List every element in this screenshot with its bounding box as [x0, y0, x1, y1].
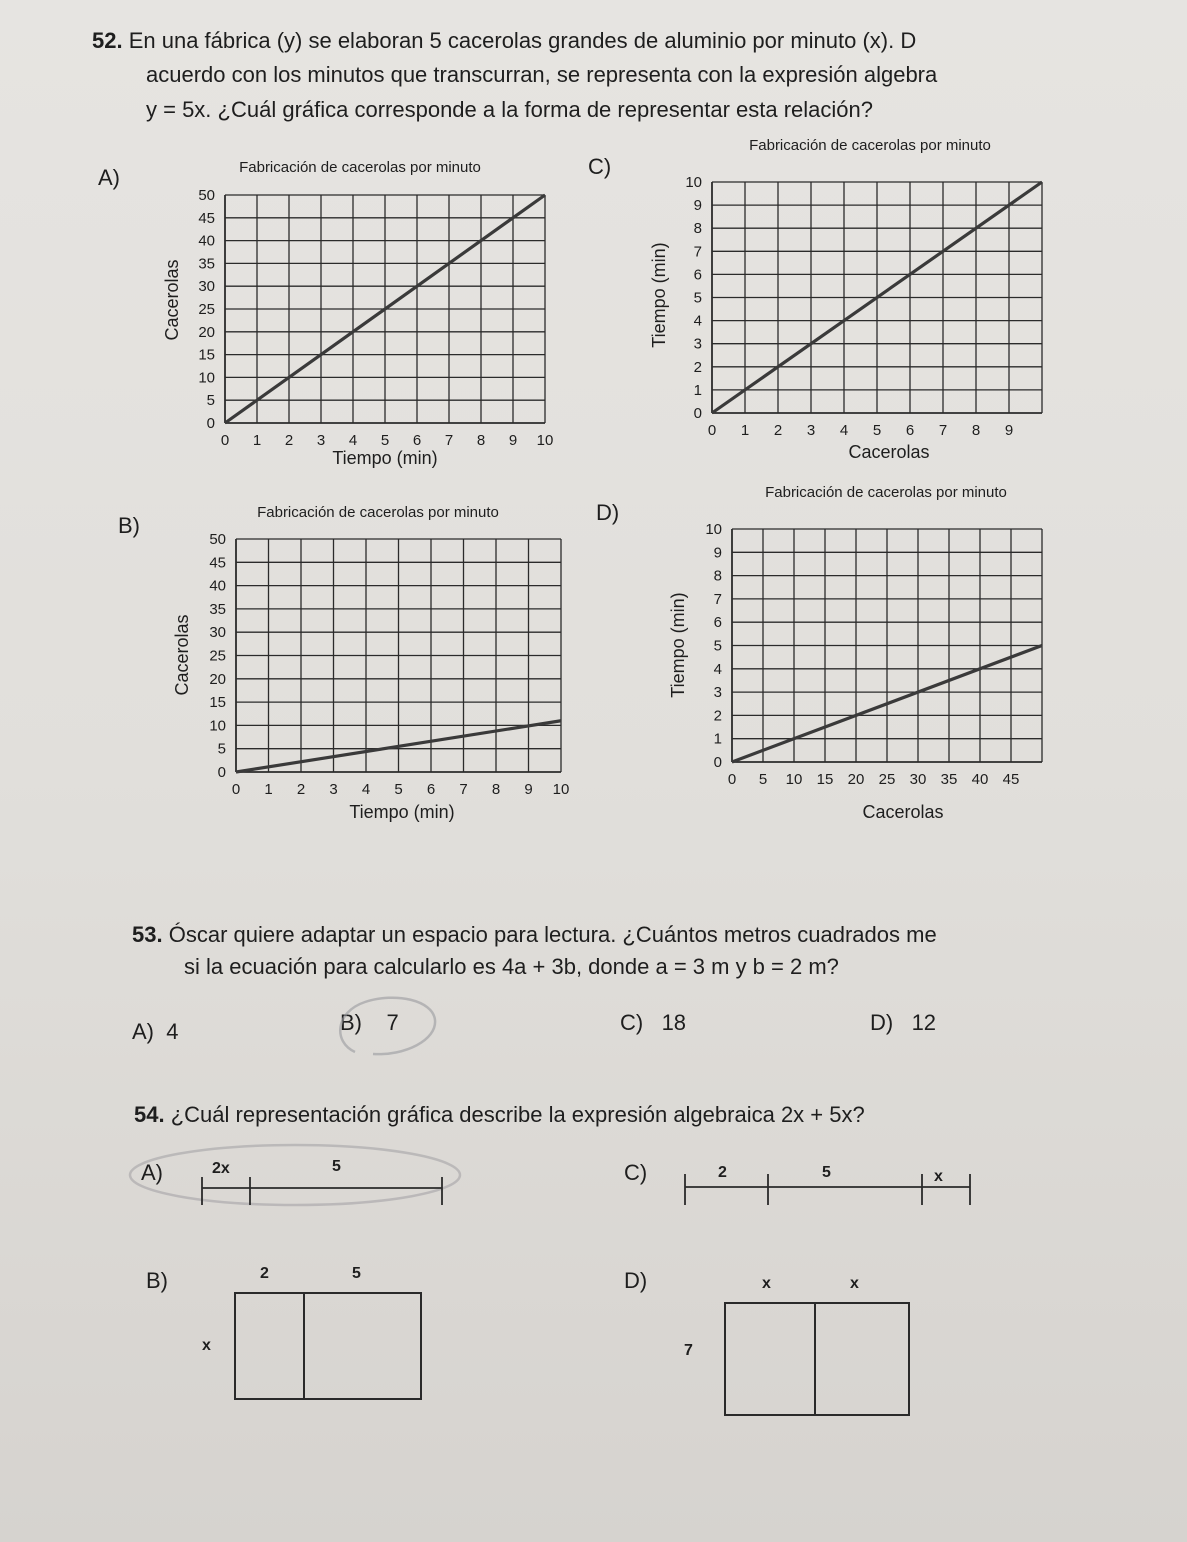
chart-a-x-tick-label: 0 — [220, 432, 230, 449]
chart-b-y-tick-label: 15 — [209, 694, 226, 712]
chart-c-title: Fabricación de cacerolas por minuto — [749, 137, 991, 154]
chart-d-y-tick-label: 2 — [713, 707, 722, 725]
q53-number: 53. — [132, 922, 163, 947]
chart-c-y-tick-label: 3 — [693, 335, 702, 353]
chart-d-x-tick-label: 45 — [1002, 771, 1020, 788]
q54-option-a-seg1: 2x — [212, 1160, 230, 1177]
chart-c-y-tick-label: 4 — [693, 312, 702, 330]
chart-a-x-tick-label: 1 — [252, 432, 262, 449]
chart-a-y-tick-label: 45 — [198, 209, 215, 227]
chart-a-x-tick-label: 10 — [536, 432, 554, 449]
chart-b-y-tick-label: 5 — [217, 740, 226, 758]
chart-a-y-tick-label: 0 — [206, 415, 215, 432]
chart-b-x-tick-label: 5 — [394, 781, 403, 798]
q54-option-d-top2: x — [850, 1275, 859, 1292]
chart-b-y-tick-label: 45 — [209, 554, 226, 572]
q53-option-b-label: B) — [340, 1010, 362, 1035]
chart-a-y-tick-label: 20 — [198, 323, 215, 341]
chart-a-x-tick-label: 3 — [316, 432, 326, 449]
q53-option-d-value: 12 — [911, 1010, 937, 1035]
q54-option-c-label[interactable]: C) — [624, 1160, 648, 1185]
chart-b-y-tick-label: 10 — [209, 717, 226, 735]
chart-d-x-tick-label: 20 — [847, 771, 865, 788]
chart-a-x-axis-label: Tiempo (min) — [332, 448, 438, 468]
q53-option-c[interactable] — [620, 1010, 686, 1036]
q54-option-d-top1: x — [762, 1275, 771, 1292]
chart-a-y-tick-label: 30 — [198, 278, 215, 296]
chart-d-y-tick-label: 9 — [713, 544, 722, 562]
chart-a-y-tick-label: 40 — [198, 232, 215, 250]
q54-option-b-top2: 5 — [352, 1265, 361, 1282]
chart-d-y-tick-label: 8 — [713, 567, 722, 585]
chart-c-x-tick-label: 1 — [740, 422, 750, 439]
chart-c-y-tick-label: 6 — [693, 266, 702, 284]
q53-option-c-label: C) — [620, 1010, 644, 1035]
chart-d-x-axis-label: Cacerolas — [862, 802, 944, 822]
chart-d-x-tick-label: 15 — [816, 771, 834, 788]
q54-option-b-label[interactable]: B) — [146, 1268, 168, 1293]
chart-c-x-tick-label: 5 — [872, 422, 882, 439]
chart-a-y-tick-label: 5 — [206, 392, 215, 410]
chart-d-title: Fabricación de cacerolas por minuto — [765, 484, 1007, 501]
chart-d-x-tick-label: 40 — [971, 771, 989, 788]
q53-option-a-value: 4 — [166, 1019, 179, 1044]
chart-a-y-axis-label: Cacerolas — [162, 259, 182, 341]
chart-d-y-tick-label: 1 — [713, 730, 722, 748]
chart-b-x-tick-label: 2 — [296, 781, 306, 798]
q54-option-b-rectangle — [235, 1293, 421, 1399]
chart-a-x-tick-label: 7 — [444, 432, 454, 449]
q54-option-a-seg2: 5 — [332, 1158, 341, 1175]
q54-option-a-label[interactable]: A) — [141, 1160, 163, 1185]
chart-c-y-tick-label: 0 — [693, 405, 702, 422]
chart-d-y-tick-label: 6 — [713, 614, 722, 632]
q53-option-d-label: D) — [870, 1010, 894, 1035]
chart-a-y-tick-label: 50 — [198, 187, 215, 204]
chart-a-x-tick-label: 2 — [284, 432, 294, 449]
chart-b-x-tick-label: 6 — [426, 781, 436, 798]
chart-b-y-tick-label: 35 — [209, 600, 226, 618]
q52-option-d-label: D) — [596, 500, 620, 525]
q54-option-b-side: x — [202, 1337, 211, 1354]
chart-c-y-tick-label: 7 — [693, 243, 702, 261]
chart-c-y-axis-label: Tiempo (min) — [649, 242, 669, 348]
chart-d-y-axis-label: Tiempo (min) — [668, 592, 688, 698]
chart-a-x-tick-label: 6 — [412, 432, 422, 449]
chart-d-y-tick-label: 4 — [713, 660, 722, 678]
chart-a-x-tick-label: 4 — [348, 432, 358, 449]
chart-b-y-tick-label: 25 — [209, 647, 226, 665]
chart-c-y-tick-label: 5 — [693, 289, 702, 307]
chart-c-x-axis-label: Cacerolas — [848, 442, 930, 462]
chart-a-x-tick-label: 8 — [476, 432, 486, 449]
chart-d-x-tick-label: 30 — [909, 771, 927, 788]
chart-c-y-tick-label: 10 — [685, 174, 702, 191]
chart-a-y-tick-label: 15 — [198, 346, 215, 364]
chart-d-x-tick-label: 25 — [878, 771, 896, 788]
chart-b-x-tick-label: 1 — [264, 781, 273, 798]
q54-option-d-label[interactable]: D) — [624, 1268, 648, 1293]
chart-d-y-tick-label: 3 — [713, 684, 722, 702]
q54-option-d-side: 7 — [684, 1342, 693, 1359]
chart-c-x-tick-label: 3 — [806, 422, 816, 439]
q54-option-c-seg3: x — [934, 1168, 943, 1185]
chart-b-x-tick-label: 7 — [459, 781, 468, 798]
chart-b-x-axis-label: Tiempo (min) — [349, 802, 455, 822]
q53-option-a[interactable] — [132, 1019, 178, 1045]
q53-line1 — [132, 921, 937, 948]
q54-option-b-top1: 2 — [260, 1265, 269, 1282]
q54-number: 54. — [134, 1102, 165, 1127]
chart-c-y-tick-label: 8 — [693, 220, 702, 238]
q54-option-c-seg2: 5 — [822, 1164, 831, 1181]
chart-d-x-tick-label: 10 — [785, 771, 803, 788]
q53-option-b-circle-mark — [325, 990, 445, 1060]
chart-b-x-tick-label: 3 — [329, 781, 338, 798]
q53-text-line1: Óscar quiere adaptar un espacio para lectura. ¿Cuántos metros cuadrados me — [168, 922, 937, 947]
chart-b-x-tick-label: 9 — [524, 781, 533, 798]
q52-number: 52. — [92, 28, 123, 53]
chart-c-y-tick-label: 1 — [693, 381, 702, 399]
q54-option-d-rectangle — [725, 1303, 909, 1415]
chart-c-x-tick-label: 0 — [707, 422, 717, 439]
q53-option-b-value: 7 — [386, 1010, 399, 1035]
chart-c-x-tick-label: 6 — [905, 422, 915, 439]
q52-option-c-label: C) — [588, 154, 612, 179]
q54-line1 — [134, 1101, 865, 1128]
chart-c-y-tick-label: 9 — [693, 197, 702, 215]
chart-b-y-tick-label: 50 — [209, 531, 226, 548]
chart-b-y-tick-label: 20 — [209, 670, 226, 688]
chart-b-x-tick-label: 4 — [361, 781, 371, 798]
chart-b-title: Fabricación de cacerolas por minuto — [257, 504, 499, 521]
chart-b-x-tick-label: 0 — [231, 781, 241, 798]
chart-a-title: Fabricación de cacerolas por minuto — [239, 159, 481, 176]
q53-option-d[interactable] — [870, 1010, 936, 1036]
chart-d-x-tick-label: 5 — [758, 771, 768, 788]
q52-option-b-label: B) — [118, 513, 140, 538]
chart-b-y-axis-label: Cacerolas — [172, 614, 192, 696]
chart-c-x-tick-label: 7 — [938, 422, 948, 439]
q53-option-c-value: 18 — [661, 1010, 687, 1035]
chart-d-y-tick-label: 7 — [713, 590, 722, 608]
chart-a-y-tick-label: 35 — [198, 255, 215, 273]
chart-c-y-tick-label: 2 — [693, 358, 702, 376]
chart-c-x-tick-label: 9 — [1004, 422, 1014, 439]
chart-a-x-tick-label: 5 — [380, 432, 390, 449]
chart-b-x-tick-label: 10 — [552, 781, 570, 798]
chart-b-y-tick-label: 30 — [209, 624, 226, 642]
chart-d-y-tick-label: 5 — [713, 637, 722, 655]
q54-option-d-figure[interactable] — [720, 1298, 920, 1422]
chart-b-x-tick-label: 8 — [491, 781, 501, 798]
q53-text-line2: si la ecuación para calcularlo es 4a + 3b, donde a = 3 m y b = 2 m? — [184, 954, 839, 979]
q52-text-line1: En una fábrica (y) se elaboran 5 cacerolas grandes de aluminio por minuto (x). D — [128, 28, 917, 53]
chart-b-y-tick-label: 40 — [209, 577, 226, 595]
chart-a-y-tick-label: 25 — [198, 301, 215, 318]
q54-option-c-seg1: 2 — [718, 1164, 727, 1181]
q52-option-a-label: A) — [98, 165, 120, 190]
chart-a-y-tick-label: 10 — [198, 369, 215, 387]
chart-c-x-tick-label: 8 — [971, 422, 981, 439]
q53-option-a-label: A) — [132, 1019, 154, 1044]
chart-a-x-tick-label: 9 — [508, 432, 518, 449]
chart-d-x-tick-label: 35 — [940, 771, 958, 788]
chart-d-y-tick-label: 0 — [713, 754, 722, 771]
q54-text: ¿Cuál representación gráfica describe la expresión algebraica 2x + 5x? — [170, 1102, 865, 1127]
chart-d-x-tick-label: 0 — [727, 771, 737, 788]
q54-option-a-circle-mark — [130, 1145, 460, 1205]
chart-b-y-tick-label: 0 — [217, 764, 226, 781]
chart-c-x-tick-label: 2 — [773, 422, 783, 439]
chart-c-x-tick-label: 4 — [839, 422, 849, 439]
q52-text-line2: acuerdo con los minutos que transcurran, se representa con la expresión algebra — [146, 62, 938, 87]
chart-d-y-tick-label: 10 — [705, 521, 722, 538]
q54-option-a-figure[interactable] — [120, 1135, 480, 1235]
q52-text-line3: y = 5x. ¿Cuál gráfica corresponde a la forma de representar esta relación? — [146, 97, 873, 122]
q54-option-b-figure[interactable] — [230, 1288, 430, 1408]
